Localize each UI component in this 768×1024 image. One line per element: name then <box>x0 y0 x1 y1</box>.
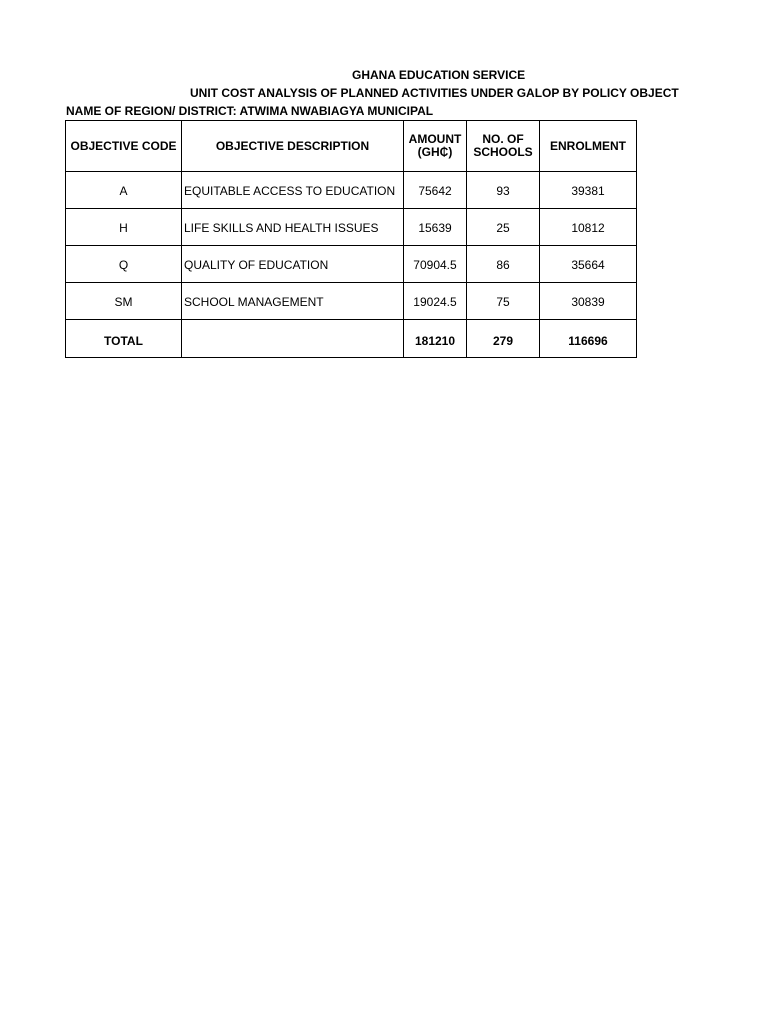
header-amount-line1: AMOUNT <box>408 132 462 146</box>
cell-enrolment: 35664 <box>540 246 637 283</box>
total-description <box>182 320 404 358</box>
total-enrolment: 116696 <box>540 320 637 358</box>
cell-description: QUALITY OF EDUCATION <box>182 246 404 283</box>
cell-description: EQUITABLE ACCESS TO EDUCATION <box>182 172 404 209</box>
cell-enrolment: 10812 <box>540 209 637 246</box>
unit-cost-table <box>65 120 637 358</box>
organization-title: GHANA EDUCATION SERVICE <box>352 68 526 82</box>
header-schools-line2: SCHOOLS <box>473 145 533 159</box>
total-schools: 279 <box>467 320 540 358</box>
region-district-label: NAME OF REGION/ DISTRICT: ATWIMA NWABIAGYA MUNICIPAL <box>66 104 434 118</box>
cell-amount: 70904.5 <box>404 246 467 283</box>
table-row <box>66 209 637 246</box>
cell-code: Q <box>66 246 182 283</box>
cell-enrolment: 30839 <box>540 283 637 320</box>
header-no-of-schools <box>467 121 540 172</box>
total-label: TOTAL <box>66 320 182 358</box>
cell-code: SM <box>66 283 182 320</box>
total-row <box>66 320 637 358</box>
table-row <box>66 172 637 209</box>
report-title: UNIT COST ANALYSIS OF PLANNED ACTIVITIES UNDER GALOP BY POLICY OBJECT <box>190 86 679 100</box>
cell-amount: 19024.5 <box>404 283 467 320</box>
header-amount-line2: (GH₵) <box>417 145 453 159</box>
cell-code: H <box>66 209 182 246</box>
total-amount: 181210 <box>404 320 467 358</box>
cell-schools: 86 <box>467 246 540 283</box>
table-row <box>66 283 637 320</box>
cell-description: SCHOOL MANAGEMENT <box>182 283 404 320</box>
header-objective-description: OBJECTIVE DESCRIPTION <box>182 121 404 172</box>
cell-description: LIFE SKILLS AND HEALTH ISSUES <box>182 209 404 246</box>
cell-schools: 93 <box>467 172 540 209</box>
header-objective-code: OBJECTIVE CODE <box>66 121 182 172</box>
header-amount <box>404 121 467 172</box>
header-schools-line1: NO. OF <box>482 132 524 146</box>
cell-enrolment: 39381 <box>540 172 637 209</box>
table-row <box>66 246 637 283</box>
cell-code: A <box>66 172 182 209</box>
table-header-row <box>66 121 637 172</box>
cell-amount: 15639 <box>404 209 467 246</box>
cell-schools: 75 <box>467 283 540 320</box>
header-enrolment: ENROLMENT <box>540 121 637 172</box>
cell-amount: 75642 <box>404 172 467 209</box>
cell-schools: 25 <box>467 209 540 246</box>
